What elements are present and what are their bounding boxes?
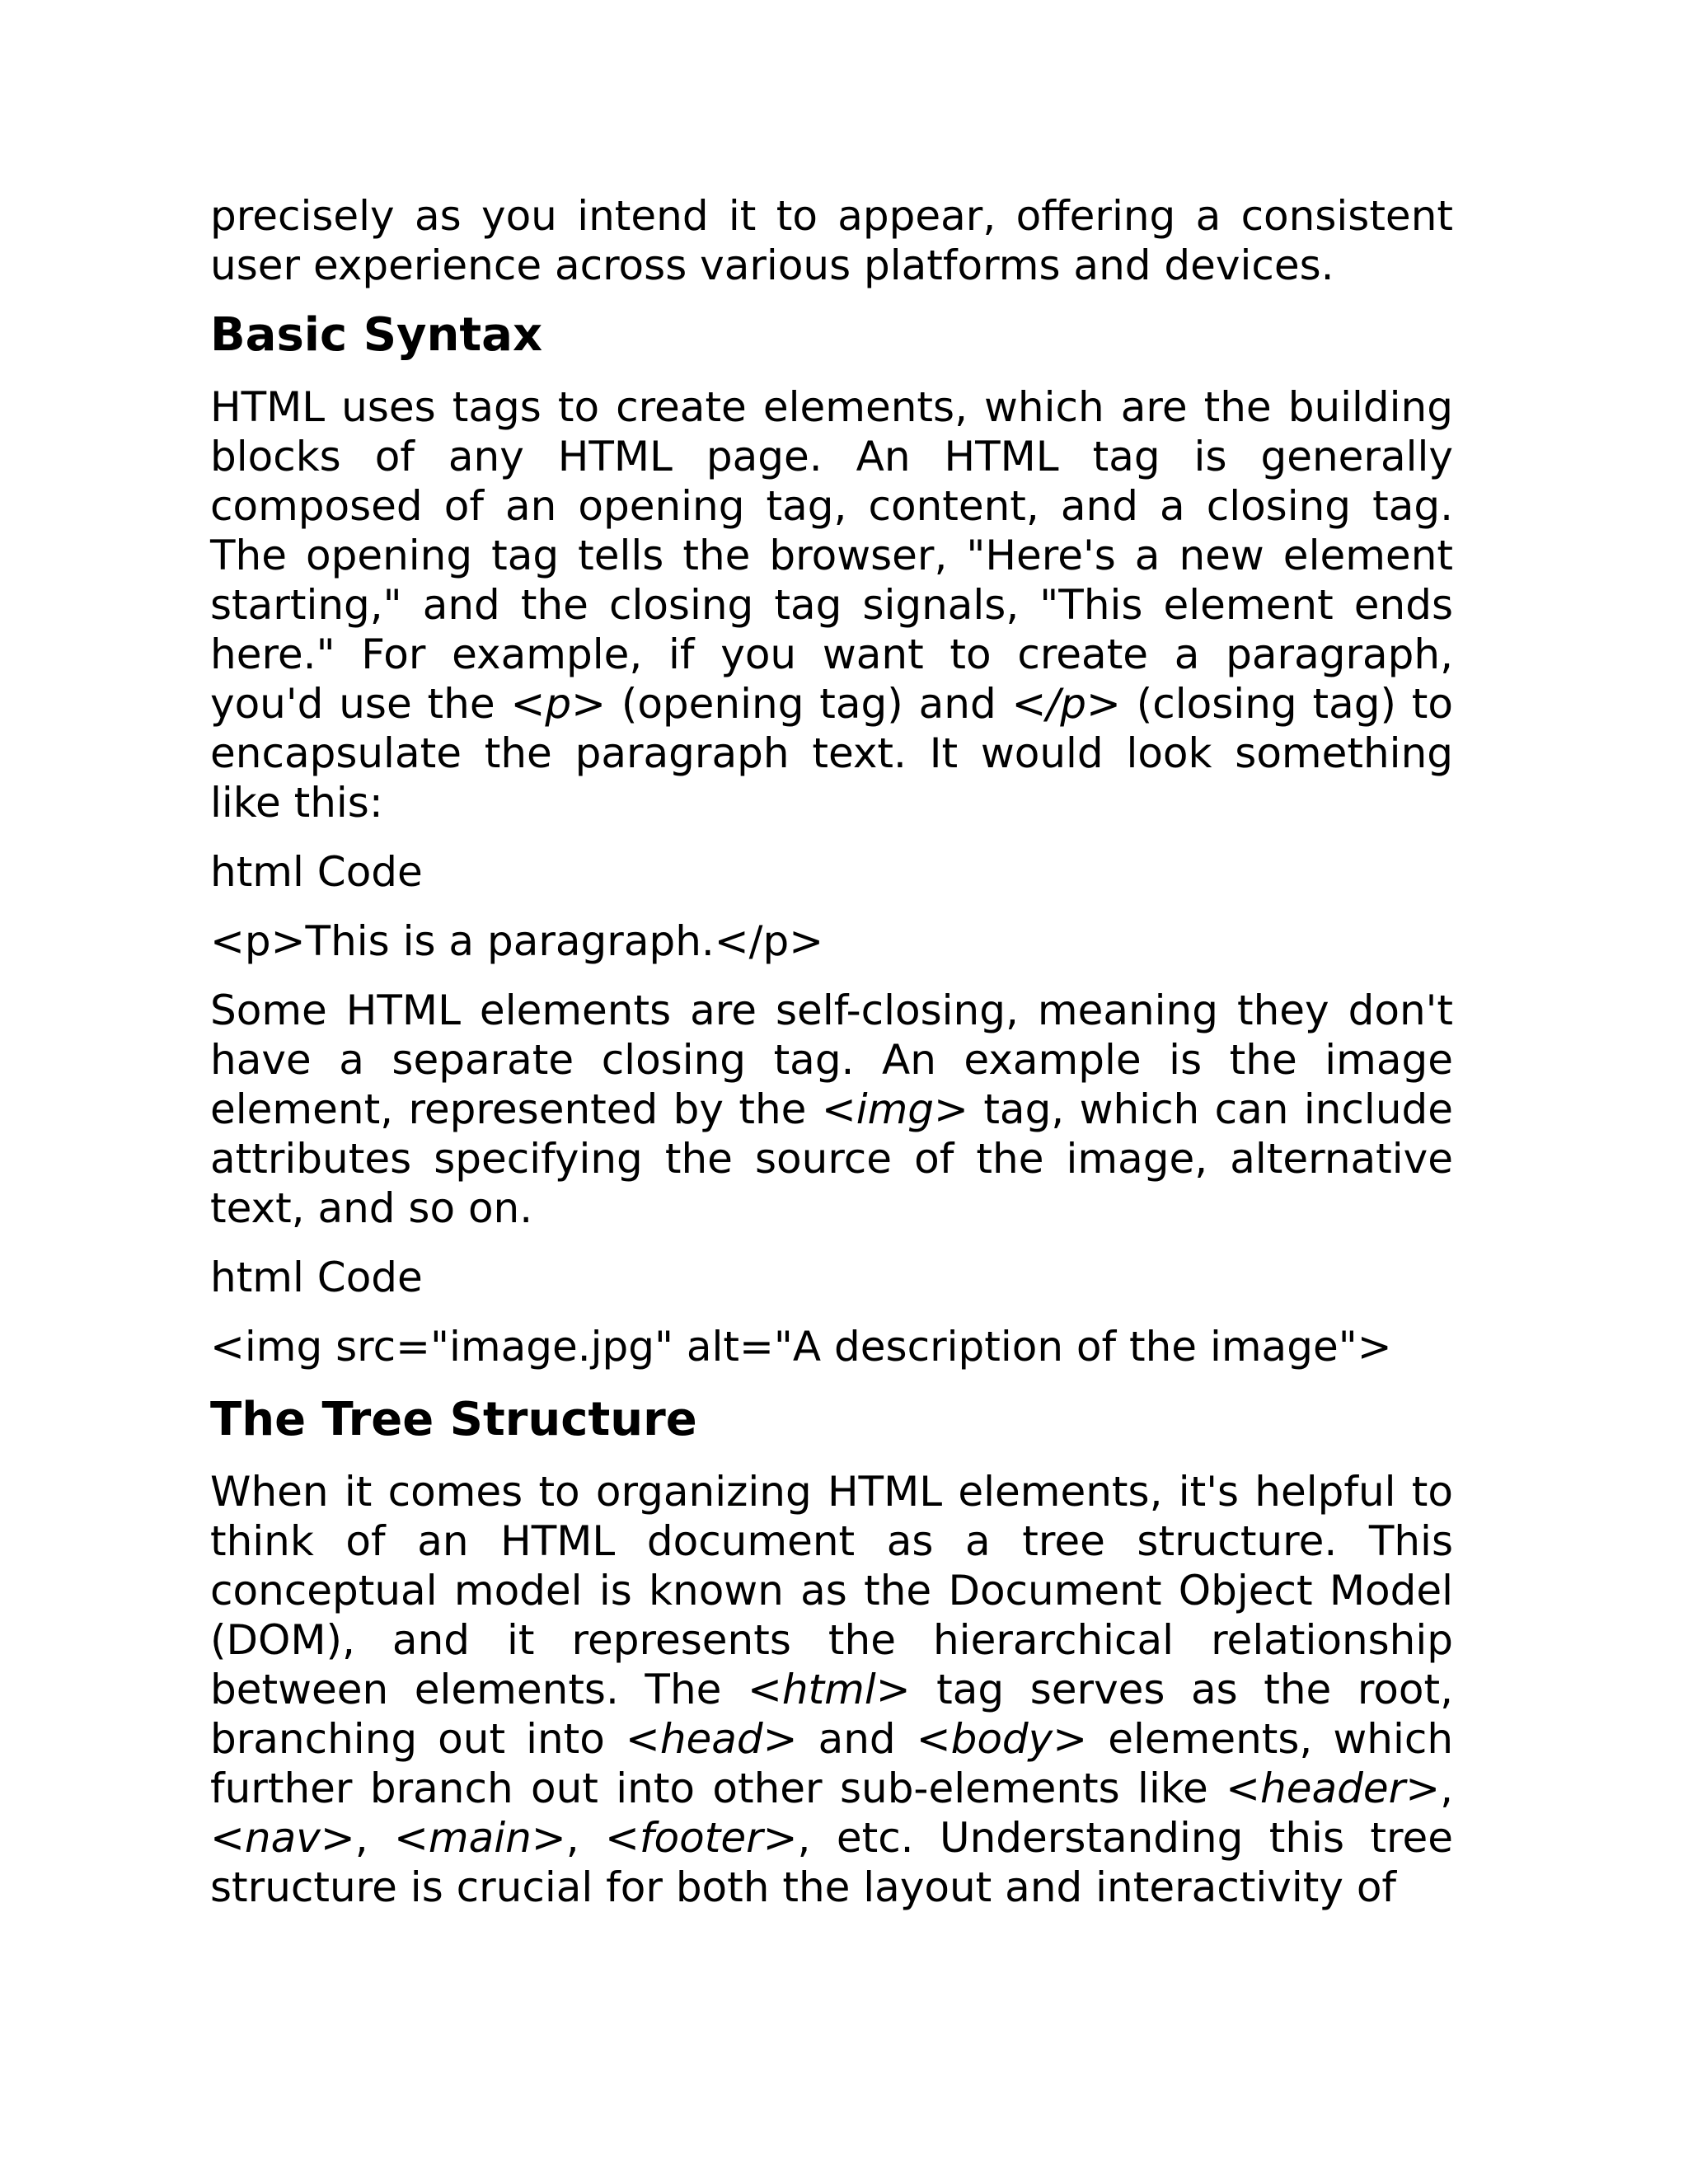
text-segment: , bbox=[1440, 1765, 1453, 1812]
inline-tag-head: <head> bbox=[625, 1715, 798, 1763]
inline-tag-p-open: <p> bbox=[510, 680, 606, 728]
text-segment: When it comes to organizing HTML elements, it's helpful to think of an HTML document as a tree structure. This conceptual model is known as the Document Object Model (DOM), and it represents the hierarchical relationship between elements. The bbox=[210, 1468, 1453, 1713]
text-segment: (opening tag) and bbox=[605, 680, 1012, 728]
text-segment: tag serves as the root, branching out into bbox=[210, 1666, 1453, 1763]
text-segment: elements, which further branch out into other sub-elements like bbox=[210, 1715, 1454, 1812]
basic-syntax-heading: Basic Syntax bbox=[210, 308, 543, 362]
code-example-1: <p>This is a paragraph.</p> bbox=[210, 917, 824, 965]
document-page bbox=[210, 191, 1453, 1912]
text-segment: , bbox=[354, 1814, 395, 1862]
inline-tag-body: <body> bbox=[916, 1715, 1088, 1763]
inline-tag-nav: <nav> bbox=[210, 1814, 355, 1862]
inline-tag-html: <html> bbox=[747, 1666, 911, 1713]
tree-structure-heading: The Tree Structure bbox=[210, 1393, 697, 1446]
tree-structure-paragraph bbox=[210, 1467, 1453, 1912]
basic-syntax-paragraph-1 bbox=[210, 382, 1453, 827]
inline-tag-main: <main> bbox=[394, 1814, 566, 1862]
basic-syntax-paragraph-2 bbox=[210, 986, 1453, 1233]
text-segment: Some HTML elements are self-closing, meaning they don't have a separate closing tag. An example is the image element, represented by the bbox=[210, 987, 1453, 1133]
inline-tag-img: <img> bbox=[821, 1085, 968, 1133]
code-label-1: html Code bbox=[210, 848, 423, 896]
code-example-2: <img src="image.jpg" alt="A description of the image"> bbox=[210, 1323, 1392, 1371]
text-segment: and bbox=[797, 1715, 917, 1763]
text-segment: tag, which can include attributes specifying the source of the image, alternative text, and so on. bbox=[210, 1085, 1454, 1232]
text-segment: HTML uses tags to create elements, which are the building blocks of any HTML page. An HTML tag is generally composed of an opening tag, content, and a closing tag. The opening tag tells the browser, "Here's a new element starting," and the closing tag signals, "This element ends here." For example, if you want to create a paragraph, you'd use the bbox=[210, 383, 1453, 728]
inline-tag-p-close: </p> bbox=[1011, 680, 1121, 728]
code-label-2: html Code bbox=[210, 1254, 423, 1301]
text-segment: , etc. Understanding this tree structure is crucial for both the layout and interactivity of bbox=[210, 1814, 1453, 1911]
inline-tag-header: <header> bbox=[1226, 1765, 1441, 1812]
intro-paragraph: precisely as you intend it to appear, offering a consistent user experience across various platforms and devices. bbox=[210, 192, 1453, 289]
text-segment: (closing tag) to encapsulate the paragraph text. It would look something like this: bbox=[210, 680, 1453, 827]
inline-tag-footer: <footer> bbox=[605, 1814, 798, 1862]
text-segment: , bbox=[565, 1814, 606, 1862]
